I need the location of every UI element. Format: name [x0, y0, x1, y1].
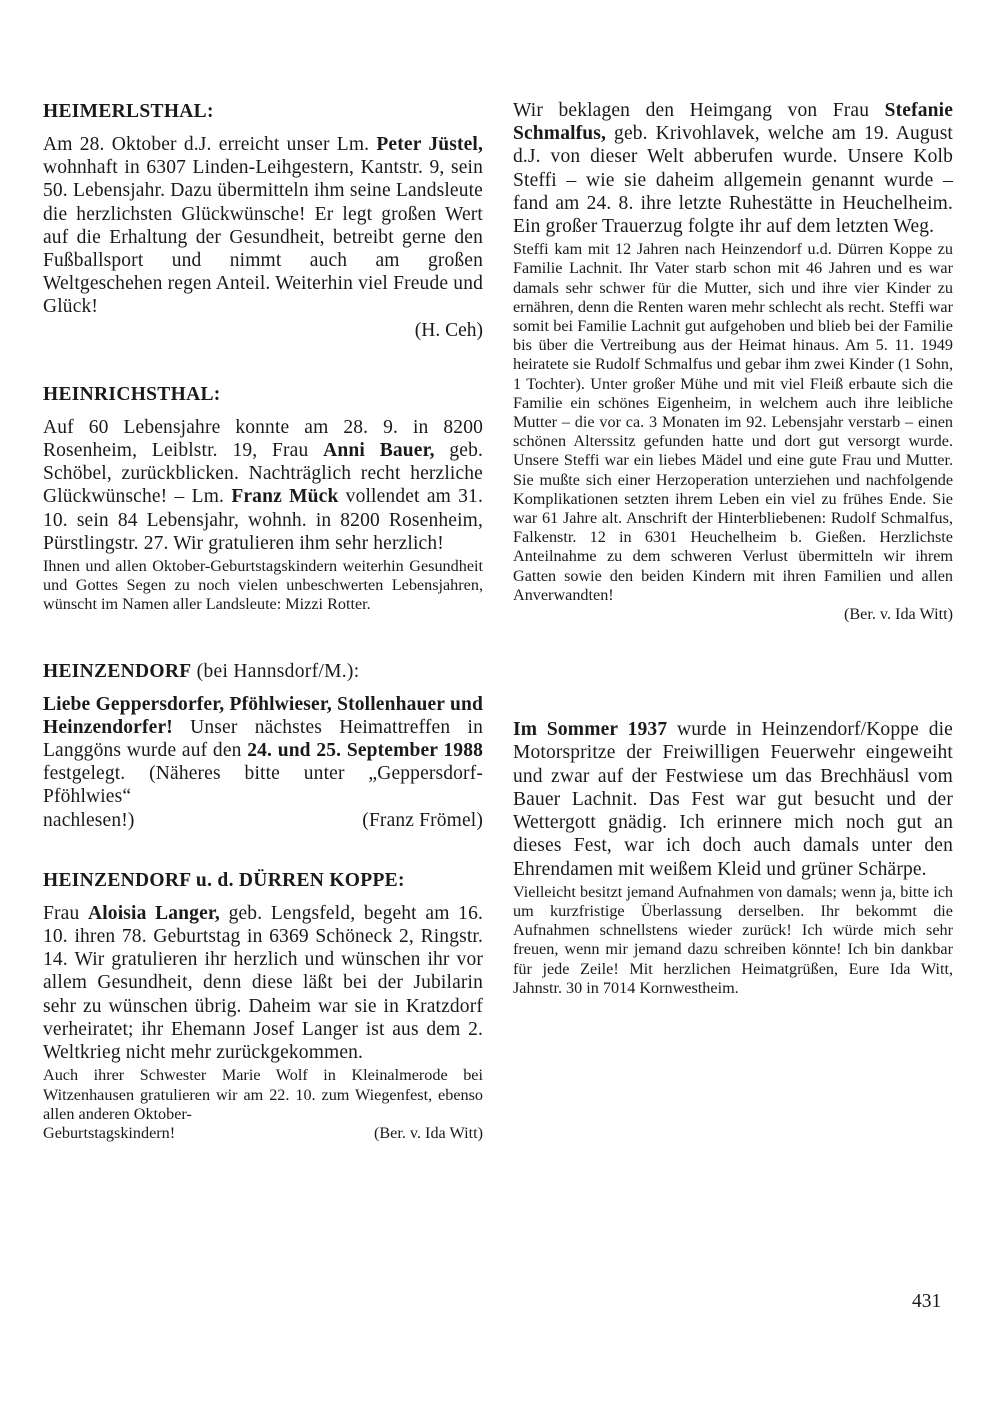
section-heading: HEINZENDORF (bei Hannsdorf/M.):	[43, 660, 360, 682]
section-heimerlsthal	[43, 99, 483, 342]
author-signature: (H. Ceh)	[414, 319, 483, 341]
person-name: Franz Mück	[231, 486, 339, 508]
paragraph: Im Sommer 1937 wurde in Heinzendorf/Koppe die Motorspritze der Freiwilligen Feuerwehr eingeweiht und zwar auf der Festwiese um das Brechhäusl vom Bauer Lachnit. Das Fest war gut besucht und der Wettergott gnädig. Ich erinnere mich noch gut an dieses Fest, war ich doch auch damals unter den Ehrendamen mit weißem Kleid und grüner Schärpe.	[513, 719, 953, 880]
author-signature: (Ber. v. Ida Witt)	[843, 605, 953, 624]
paragraph-small: Ihnen und allen Oktober-Geburtstagskindern weiterhin Gesundheit und Gottes Segen zu noch vielen unbeschwerten Lebensjahren, wünscht im Namen aller Landsleute: Mizzi Rotter.	[43, 557, 483, 614]
paragraph: Wir beklagen den Heimgang von Frau Stefanie Schmalfus, geb. Krivohlavek, welche am 19. August d.J. von dieser Welt abberufen wurde. Unsere Kolb Steffi – wie sie daheim allgemein genannt wurde – fand am 24. 8. ihre letzte Ruhestätte in Heuchelheim. Ein großer Trauerzug folgte ihr auf dem letzten Weg.	[513, 100, 953, 238]
paragraph-small: Auch ihrer Schwester Marie Wolf in Kleinalmerode bei Witzenhausen gratulieren wir am 22. 10. zum Wiegenfest, ebenso allen anderen Oktober-	[43, 1066, 483, 1123]
section-heading: HEINRICHSTHAL:	[43, 383, 221, 405]
paragraph: Frau Aloisia Langer, geb. Lengsfeld, begeht am 16. 10. ihren 78. Geburtstag in 6369 Schöneck 2, Ringstr. 14. Wir gratulieren ihr herzlich und wünschen ihr vor allem Gesundheit, denn diese läßt bei der Jubilarin sehr zu wünschen übrig. Daheim war sie in Kratzdorf verheiratet; ihr Ehemann Josef Langer ist aus dem 2. Weltkrieg nicht mehr zurückgekommen.	[43, 902, 484, 1064]
right-column	[513, 99, 953, 998]
left-column	[43, 99, 483, 1143]
person-name: Peter Jüstel,	[376, 134, 483, 155]
page-number: 431	[912, 1291, 942, 1312]
lead-in: Im Sommer 1937	[513, 719, 668, 741]
paragraph-end-with-signature: Geburtstagskindern! (Ber. v. Ida Witt)	[43, 1123, 483, 1142]
section-heinrichsthal	[43, 382, 483, 615]
event-date: 24. und 25. September 1988	[247, 740, 483, 762]
author-signature: (Ber. v. Ida Witt)	[373, 1123, 483, 1142]
paragraph: Liebe Geppersdorfer, Pföhlwieser, Stollenhauer und Heinzendorfer! Unser nächstes Heimattreffen in Langgöns wurde auf den 24. und 25. September 1988 festgelegt. (Näheres bitte unter „Geppersdorf-Pföhlwies“	[43, 693, 483, 808]
section-sommer-1937	[513, 718, 953, 998]
paragraph: Auf 60 Lebensjahre konnte am 28. 9. in 8200 Rosenheim, Leiblstr. 19, Frau Anni Bauer, geb. Schöbel, zurückblicken. Nachträglich recht herzliche Glückwünsche! – Lm. Franz Mück vollendet am 31. 10. sein 84 Lebensjahr, wohnh. in 8200 Rosenheim, Pürstlingstr. 27. Wir gratulieren ihm sehr herzlich!	[43, 416, 484, 554]
section-heinzendorf-koppe	[43, 868, 483, 1143]
paragraph-small: Vielleicht besitzt jemand Aufnahmen von damals; wenn ja, bitte ich um kurzfristige Überlassung derselben. Ihr bekommt die Aufnahmen schnellstens wieder zurück! Ich würde mich sehr freuen, wenn mir jemand dazu schreiben könnte! Ich bin dankbar für jede Zeile! Mit herzlichen Heimatgrüßen, Eure Ida Witt, Jahnstr. 30 in 7014 Kornwestheim.	[513, 882, 953, 997]
author-signature: (Franz Frömel)	[362, 809, 483, 831]
section-obituary	[513, 99, 953, 624]
section-heinzendorf-hannsdorf	[43, 659, 483, 832]
paragraph-end-with-signature: nachlesen!) (Franz Frömel)	[43, 809, 483, 831]
section-heading: HEINZENDORF u. d. DÜRREN KOPPE:	[43, 869, 405, 891]
person-name: Stefanie Schmalfus,	[513, 100, 953, 145]
section-heading: HEIMERLSTHAL:	[43, 101, 214, 122]
person-name: Anni Bauer,	[323, 440, 435, 462]
paragraph: Am 28. Oktober d.J. erreicht unser Lm. Peter Jüstel, wohnhaft in 6307 Linden-Leihgestern, Kantstr. 9, sein 50. Lebensjahr. Dazu übermitteln ihm seine Landsleute die herzlichsten Glückwünsche! Er legt großen Wert auf die Erhaltung der Gesundheit, betreibt gerne den Fußballsport und nimmt auch am großen Weltgeschehen regen Anteil. Weiterhin viel Freude und Glück!	[43, 134, 483, 318]
paragraph-small: Steffi kam mit 12 Jahren nach Heinzendorf u.d. Dürren Koppe zu Familie Lachnit. Ihr Vater starb schon mit 46 Jahren und es war damals sehr schwer für die Mutter, sich und ihre vier Kinder zu ernähren, denn die Renten waren mehr schlecht als recht. Steffi war somit bei Familie Lachnit gut aufgehoben und blieb bei der Familie bis über die Vertreibung aus der Heimat hinaus. Am 5. 11. 1949 heiratete sie Rudolf Schmalfus und gebar ihm zwei Kinder (1 Sohn, 1 Tochter). Unter großer Mühe und mit viel Fleiß erbaute sich die Familie ein schönes Eigenheim, in welchem auch ihre leibliche Mutter – die vor ca. 3 Monaten im 92. Lebensjahr verstarb – einen schönen Alterssitz gefunden hatte und dort gut versorgt wurde. Unsere Steffi war ein liebes Mädel und eine gute Frau und Mutter. Sie mußte sich einer Herzoperation unterziehen und nachfolgende Komplikationen setzten ihrem Leben ein viel zu frühes Ende. Sie war 61 Jahre alt. Anschrift der Hinterbliebenen: Rudolf Schmalfus, Falkenstr. 12 in 6301 Heuchelheim b. Gießen. Herzlichste Anteilnahme zu dem schweren Verlust übermitteln wir ihrem Gatten sowie den beiden Kindern mit ihren Familien und allen Anverwandten!	[513, 240, 953, 604]
person-name: Aloisia Langer,	[88, 902, 220, 924]
